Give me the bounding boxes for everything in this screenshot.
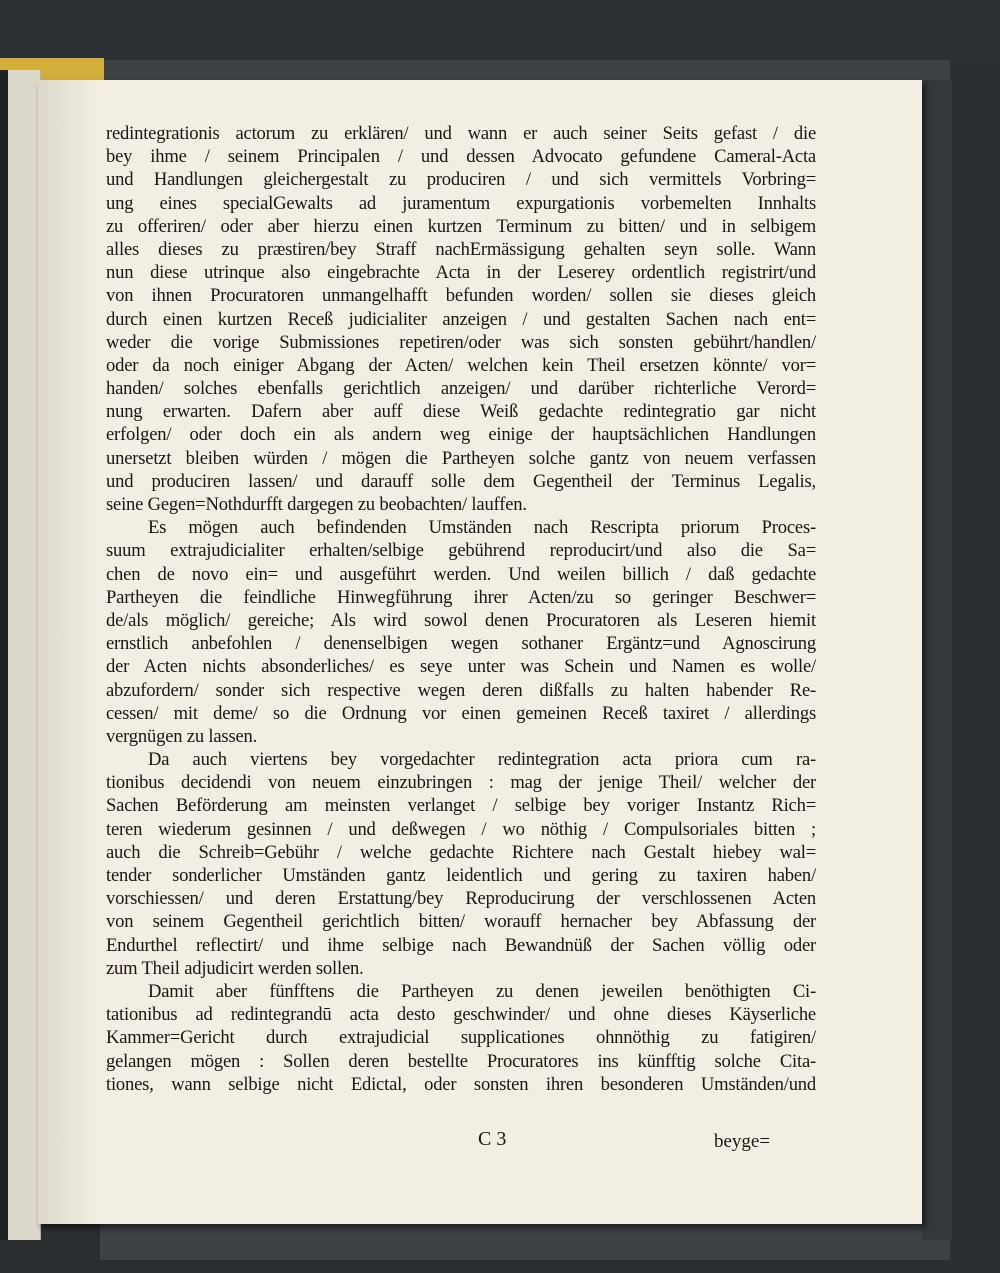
catchword: beyge= bbox=[714, 1131, 771, 1152]
text-line: handen/ solches ebenfalls gerichtlich anzeigen/ und darüber richterliche Verord= bbox=[106, 378, 816, 400]
left-page-edge bbox=[0, 70, 41, 1240]
document-page bbox=[38, 80, 922, 1224]
text-line: der Acten nichts absonderliches/ es seye unter was Schein und Namen es wolle/ bbox=[106, 656, 816, 678]
text-line: teren wiederum gesinnen / und deßwegen / wo nöthig / Compulsoriales bitten ; bbox=[106, 818, 816, 840]
text-line: seine Gegen=Nothdurfft dargegen zu beobachten/ lauffen. bbox=[106, 494, 527, 515]
right-page-edge bbox=[922, 80, 952, 1240]
page-text-block bbox=[106, 122, 816, 1096]
text-line: tionibus decidendi von neuem einzubringen : mag der jenige Theil/ welcher der bbox=[106, 772, 816, 794]
text-line: tationibus ad redintegrandū acta desto geschwinder/ und ohne dieses Käyserliche bbox=[106, 1004, 816, 1026]
text-line: Kammer=Gericht durch extrajudicial supplicationes ohnnöthig zu fatigiren/ bbox=[106, 1027, 816, 1049]
text-line: bey ihme / seinem Principalen / und dessen Advocato gefundene Cameral-Acta bbox=[106, 146, 816, 168]
text-line: ernstlich anbefohlen / denenselbigen wegen sothaner Ergäntz=und Agnoscirung bbox=[106, 633, 816, 655]
text-line: Damit aber fünfftens die Partheyen zu denen jeweilen benöthigten Ci- bbox=[148, 980, 816, 1002]
text-line: abzufordern/ sonder sich respective wegen deren dißfalls zu halten habender Re- bbox=[106, 679, 816, 701]
text-line: Endurthel reflectirt/ und ihme selbige nach Bewandnüß der Sachen völlig oder bbox=[106, 934, 816, 956]
text-line: Es mögen auch befindenden Umständen nach Rescripta priorum Proces- bbox=[148, 517, 816, 539]
text-line: durch einen kurtzen Receß judicialiter anzeigen / und gestalten Sachen nach ent= bbox=[106, 308, 816, 330]
text-line: weder die vorige Submissiones repetiren/oder was sich sonsten gebührt/handlen/ bbox=[106, 331, 816, 353]
text-line: Partheyen die feindliche Hinwegführung ihrer Acten/zu so geringer Beschwer= bbox=[106, 586, 816, 608]
text-line: vergnügen zu lassen. bbox=[106, 725, 258, 747]
text-line: und Handlungen gleichergestalt zu produciren / und sich vermittels Vorbring= bbox=[106, 169, 816, 191]
text-line: unersetzt bleiben würden / mögen die Partheyen solche gantz von neuem verfassen bbox=[106, 447, 816, 469]
text-line: tiones, wann selbige nicht Edictal, oder sonsten ihren besonderen Umständen/und bbox=[106, 1073, 816, 1095]
text-line: nung erwarten. Dafern aber auff diese Weiß gedachte redintegratio gar nicht bbox=[106, 401, 816, 423]
text-line: nun diese utrinque also eingebrachte Acta in der Leserey ordentlich registrirt/und bbox=[106, 262, 816, 284]
text-line: Sachen Beförderung am meinsten verlanget / selbige bey voriger Instantz Rich= bbox=[106, 795, 816, 817]
signature-mark: C 3 bbox=[478, 1128, 507, 1150]
text-line: zu offeriren/ oder aber hierzu einen kurtzen Terminum zu bitten/ und in selbigem bbox=[106, 215, 816, 237]
text-line: oder da noch einiger Abgang der Acten/ welchen kein Theil ersetzen könnte/ vor= bbox=[106, 354, 816, 376]
background-top bbox=[0, 0, 1000, 64]
text-line: tender sonderlicher Umständen gantz leidentlich und gering zu taxiren haben/ bbox=[106, 865, 816, 886]
text-line: suum extrajudicialiter erhalten/selbige gebührend reproducirt/und also die Sa= bbox=[106, 540, 816, 562]
text-line: chen de novo ein= und ausgeführt werden. Und weilen billich / daß gedachte bbox=[106, 563, 816, 585]
text-line: Da auch viertens bey vorgedachter redintegration acta priora cum ra- bbox=[148, 749, 816, 771]
text-line: ung eines specialGewalts ad juramentum expurgationis vorbemelten Innhalts bbox=[106, 192, 816, 214]
text-line: erfolgen/ oder doch ein als andern weg einige der hauptsächlichen Handlungen bbox=[106, 424, 816, 446]
text-line: redintegrationis actorum zu erklären/ und wann er auch seiner Seits gefast / die bbox=[106, 123, 816, 144]
text-line: vorschiessen/ und deren Erstattung/bey Reproducirung der verschlossenen Acten bbox=[106, 888, 816, 910]
text-line: zum Theil adjudicirt werden sollen. bbox=[106, 957, 364, 979]
text-line: und produciren lassen/ und darauff solle dem Gegentheil der Terminus Legalis, bbox=[106, 470, 816, 492]
text-line: von seinem Gegentheil gerichtlich bitten/ worauff hernacher bey Abfassung der bbox=[106, 911, 816, 933]
text-line: de/als möglich/ gereiche; Als wird sowol denen Procuratoren als Leseren hiemit bbox=[106, 609, 816, 631]
text-line: gelangen mögen : Sollen deren bestellte Procuratores ins künfftig solche Cita- bbox=[106, 1050, 816, 1072]
text-line: auch die Schreib=Gebühr / welche gedachte Richtere nach Gestalt hiebey wal= bbox=[106, 841, 816, 863]
text-line: alles dieses zu præstiren/bey Straff nachErmässigung gehalten seyn solle. Wann bbox=[106, 238, 816, 260]
text-line: von ihnen Procuratoren unmangelhafft befunden worden/ sollen sie dieses gleich bbox=[106, 285, 816, 307]
text-line: cessen/ mit deme/ so die Ordnung vor einen gemeinen Receß taxiret / allerdings bbox=[106, 702, 816, 724]
